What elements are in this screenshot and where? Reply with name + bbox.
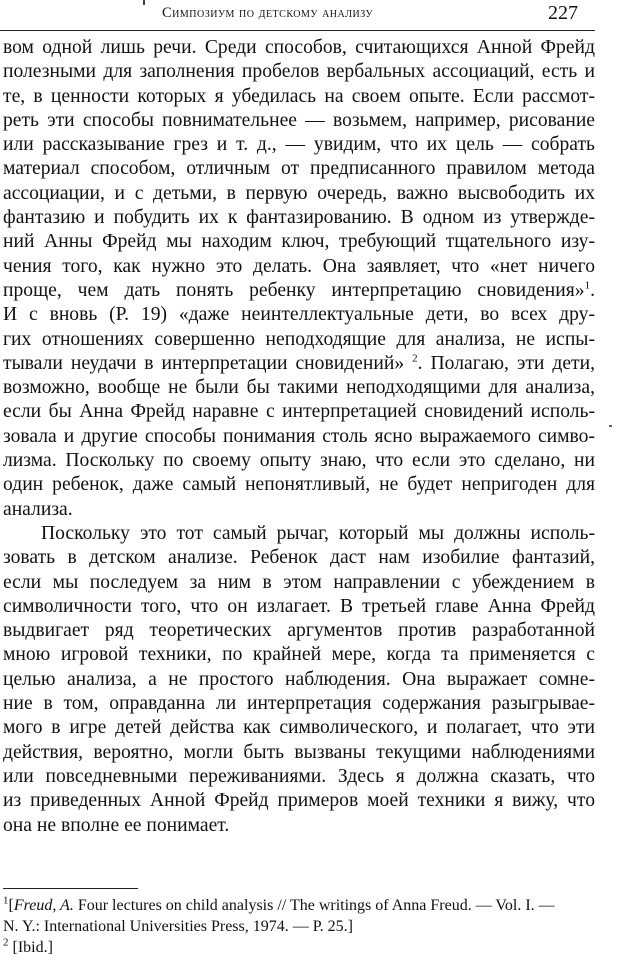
text-line: полезными для заполнения пробелов вербальных ассоциаций, есть и [3, 61, 595, 83]
text-line-with-footnote-ref [3, 352, 595, 376]
text-line: целью анализа, а не простого наблюдения. Она выражает сомне- [3, 668, 595, 690]
text-line: выдвигает ряд теоретических аргументов против разработанной [3, 620, 595, 642]
text-line: фантазию и побудить их к фантазированию. В одном из утвержде- [3, 207, 595, 229]
header-rule [0, 30, 595, 31]
text-line: возможно, вообще не были бы такими неподходящими для анализа, [3, 377, 595, 399]
text-line: или повседневными переживаниями. Здесь я должна сказать, что [3, 765, 595, 787]
text-line: материал способом, отличным от предписанного правилом метода [3, 158, 595, 180]
footnote-author: Freud, A. [13, 897, 74, 914]
text-line: из приведенных Анной Фрейд примеров моей техники я вижу, что [3, 790, 595, 812]
text-segment: проще, чем дать понять ребенку интерпретацию сновидения» [3, 279, 585, 301]
text-line: чения того, как нужно это делать. Она заявляет, что «нет ничего [3, 255, 595, 277]
paragraph-2 [3, 522, 595, 838]
text-line: один ребенок, даже самый непонятливый, не будет непригоден для [3, 474, 595, 496]
text-line: гих отношениях совершенно неподходящие для анализа, не испы- [3, 328, 595, 350]
text-line: реть эти способы повнимательнее — возьмем, например, рисование [3, 109, 595, 131]
text-line: лизма. Поскольку по своему опыту знаю, что если это сделано, ни [3, 450, 595, 472]
text-line: мною игровой техники, по крайней мере, когда та применяется с [3, 644, 595, 666]
footnote-mark-1: 1 [3, 894, 9, 907]
footnote-text: [Ibid.] [8, 939, 53, 956]
text-segment: . [590, 279, 595, 301]
text-segment: . Полагаю, эти дети, [417, 352, 596, 374]
footnote-ref-2[interactable]: 2 [412, 352, 418, 365]
footnote-bracket: [ [8, 897, 14, 914]
text-line: действия, вероятно, могли быть вызваны текущими наблюдениями [3, 741, 595, 763]
text-line: вом одной лишь речи. Среди способов, считающихся Анной Фрейд [3, 37, 595, 58]
footnote-mark-2: 2 [3, 936, 9, 949]
running-title: Симпозиум по детскому анализу [162, 5, 374, 21]
footnote-text: Four lectures on child analysis // The writings of Anna Freud. — Vol. I. — [73, 897, 555, 914]
text-segment: тывали неудачи в интерпретации сновидений» [3, 352, 405, 374]
footnote-1 [3, 895, 595, 916]
text-line: зовала и другие способы понимания столь ясно выражаемого симво- [3, 425, 595, 447]
footnote-ref-1[interactable]: 1 [584, 279, 591, 292]
text-line: Поскольку это тот самый рычаг, который мы должны исполь- [41, 522, 595, 544]
text-line: анализа. [3, 498, 73, 520]
scan-artifact [609, 425, 612, 427]
footnote-rule [3, 888, 138, 889]
main-text [3, 36, 595, 838]
text-line: мого в игре детей действа как символического, и полагает, что эти [3, 717, 595, 739]
footnotes [3, 895, 595, 958]
text-line: если мы последуем за ним в этом направлении с убеждением в [3, 571, 595, 593]
footnote-1-continued: N. Y.: International Universities Press, 1974. — Р. 25.] [3, 918, 353, 935]
text-line: ние в том, оправданна ли интерпретация содержания разыгрывае- [3, 693, 595, 715]
footnote-2 [3, 937, 595, 958]
text-line: те, в ценности которых я убедилась на своем опыте. Если рассмот- [3, 85, 595, 107]
text-line: символичности того, что он излагает. В третьей главе Анна Фрейд [3, 595, 595, 617]
text-line: если бы Анна Фрейд наравне с интерпретацией сновидений исполь- [3, 401, 595, 423]
text-line: ний Анны Фрейд мы находим ключ, требующий тщательного изу- [3, 231, 595, 253]
text-line: или рассказывание грез и т. д., — увидим, что их цель — собрать [3, 134, 595, 156]
text-line: ассоциации, и с детьми, в первую очередь, важно высвободить их [3, 182, 595, 204]
text-line: зовать в детском анализе. Ребенок даст нам изобилие фантазий, [3, 547, 595, 569]
page-header [0, 3, 620, 29]
paragraph-1 [3, 36, 595, 522]
text-line: И с вновь (Р. 19) «даже неинтеллектуальные дети, во всех дру- [3, 304, 595, 326]
page-number: 227 [548, 2, 578, 24]
text-line-with-footnote-ref [3, 279, 595, 303]
text-line: она не вполне ее понимает. [3, 814, 230, 836]
